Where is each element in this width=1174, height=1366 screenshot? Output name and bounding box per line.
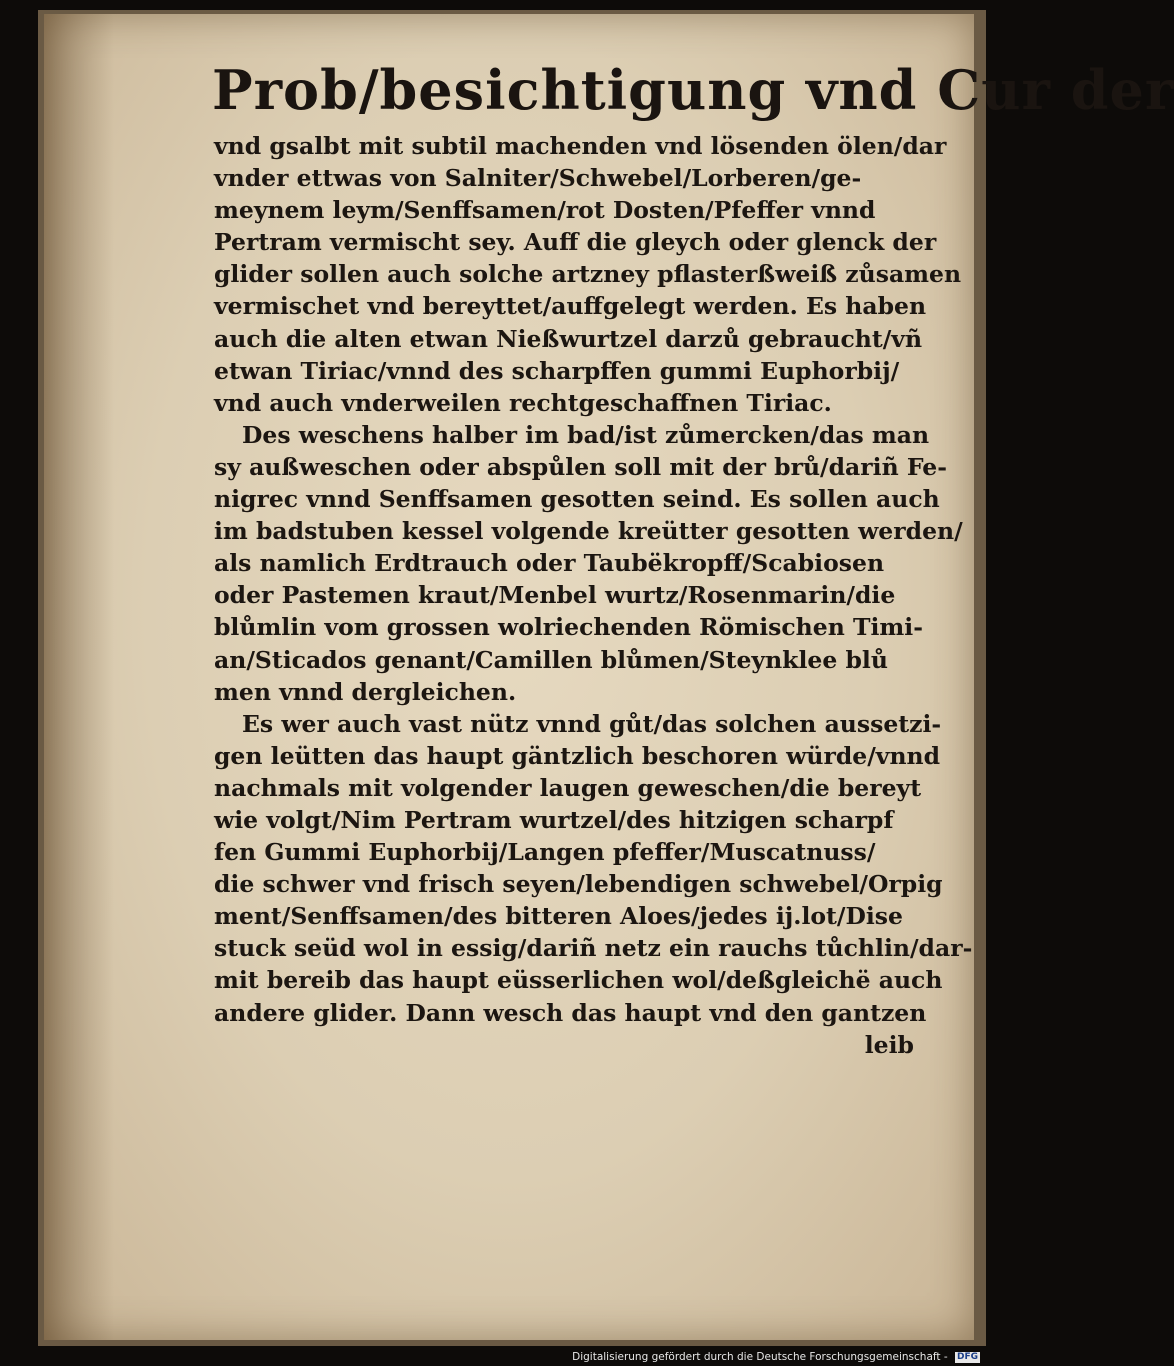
running-heading: Prob/besichtigung vnd Cur der — [212, 58, 1174, 122]
text-line: die schwer vnd frisch seyen/lebendigen schwebel/Orpig — [214, 870, 943, 899]
paragraph-start-line: Es wer auch vast nütz vnnd gůt/das solchen aussetzi- — [242, 709, 942, 738]
text-line: vnd gsalbt mit subtil machenden vnd lösenden ölen/dar — [214, 132, 947, 160]
text-line: auch die alten etwan Nießwurtzel darzů gebraucht/vñ — [214, 324, 923, 353]
text-line: men vnnd dergleichen. — [214, 677, 517, 706]
credit-text: Digitalisierung gefördert durch die Deutsche Forschungsgemeinschaft - — [572, 1351, 948, 1363]
text-line: vnder ettwas von Salniter/Schwebel/Lorberen/ge- — [214, 164, 862, 193]
text-line: glider sollen auch solche artzney pflasterßweiß zůsamen — [214, 260, 962, 289]
dfg-logo: DFG — [956, 1352, 978, 1362]
digitization-credit — [560, 1350, 980, 1364]
text-line: Pertram vermischt sey. Auff die gleych oder glenck der — [214, 228, 937, 257]
text-line: nachmals mit volgender laugen geweschen/die bereyt — [214, 773, 922, 802]
text-line: gen leütten das haupt gäntzlich beschoren würde/vnnd — [214, 741, 941, 770]
text-line: im badstuben kessel volgende kreütter gesotten werden/ — [214, 517, 963, 546]
text-line: stuck seüd wol in essig/dariñ netz ein rauchs tůchlin/dar- — [214, 934, 973, 963]
text-line: vnd auch vnderweilen rechtgeschaffnen Tiriac. — [214, 388, 832, 417]
text-line: nigrec vnnd Senffsamen gesotten seind. Es sollen auch — [214, 485, 940, 514]
paragraph-start-line: Des weschens halber im bad/ist zůmercken/das man — [242, 420, 930, 449]
text-line: ment/Senffsamen/des bitteren Aloes/jedes ij.lot/Dise — [214, 902, 903, 931]
text-line: andere glider. Dann wesch das haupt vnd den gantzen — [214, 998, 927, 1027]
text-line: wie volgt/Nim Pertram wurtzel/des hitzigen scharpf — [214, 805, 894, 834]
text-line: meynem leym/Senffsamen/rot Dosten/Pfeffer vnnd — [214, 196, 876, 225]
text-line: an/Sticados genant/Camillen blůmen/Steynklee blů — [214, 645, 888, 674]
text-line: sy außweschen oder abspůlen soll mit der brů/dariñ Fe- — [214, 452, 947, 481]
text-line: etwan Tiriac/vnnd des scharpffen gummi Euphorbij/ — [214, 356, 900, 385]
text-line: fen Gummi Euphorbij/Langen pfeffer/Muscatnuss/ — [214, 838, 876, 867]
body-text — [214, 130, 973, 1061]
text-line: mit bereib das haupt eüsserlichen wol/deßgleichë auch — [214, 966, 943, 995]
text-line: blůmlin vom grossen wolriechenden Römischen Timi- — [214, 613, 923, 642]
text-line: als namlich Erdtrauch oder Taubëkropff/Scabiosen — [214, 549, 885, 578]
text-line: vermischet vnd bereyttet/auffgelegt werden. Es haben — [214, 292, 927, 321]
catchword: leib — [864, 1030, 914, 1059]
text-line: oder Pastemen kraut/Menbel wurtz/Rosenmarin/die — [214, 581, 896, 610]
